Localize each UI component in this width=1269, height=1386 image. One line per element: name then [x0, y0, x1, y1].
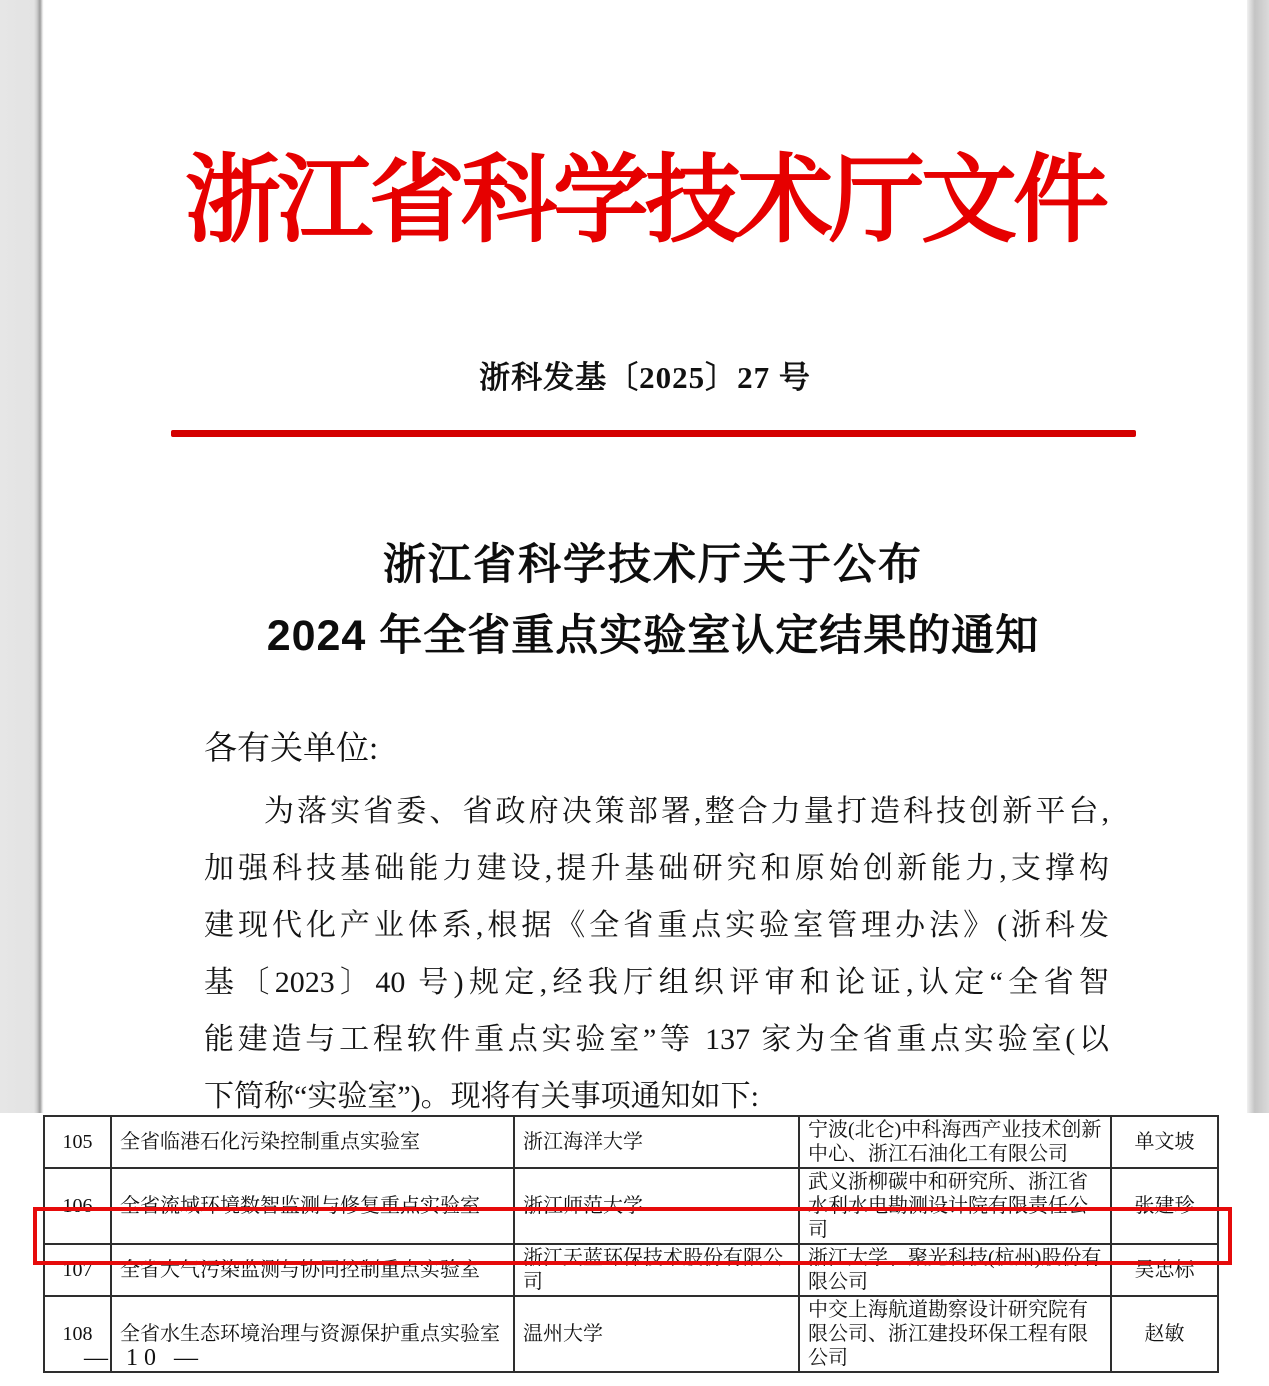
scan-left-margin: [0, 0, 44, 1113]
table-row-highlighted: [44, 1244, 1218, 1296]
lab-name-cell: 全省流域环境数智监测与修复重点实验室: [111, 1168, 514, 1244]
institution-cell: 浙江海洋大学: [514, 1116, 799, 1168]
director-cell: 张建珍: [1111, 1168, 1218, 1244]
row-number-cell: 107: [44, 1244, 111, 1296]
notice-title-line2: 2024 年全省重点实验室认定结果的通知: [266, 612, 1040, 660]
red-divider-line: [171, 430, 1136, 437]
row-number-cell: 105: [44, 1116, 111, 1168]
table-strip: [0, 1113, 1269, 1386]
table-row: [44, 1296, 1218, 1372]
document-number: 浙科发基〔2025〕27 号: [479, 360, 811, 395]
body-line: 建现代化产业体系,根据《全省重点实验室管理办法》(浙科发: [204, 909, 1109, 942]
lab-name-cell: 全省临港石化污染控制重点实验室: [111, 1116, 514, 1168]
body-line: 加强科技基础能力建设,提升基础研究和原始创新能力,支撑构: [204, 852, 1109, 885]
partners-cell: 浙江大学、聚光科技(杭州)股份有限公司: [799, 1244, 1111, 1296]
lab-name-cell: 全省大气污染监测与协同控制重点实验室: [111, 1244, 514, 1296]
partners-cell: 武义浙柳碳中和研究所、浙江省水利水电勘测设计院有限责任公司: [799, 1168, 1111, 1244]
partners-cell: 宁波(北仑)中科海西产业技术创新中心、浙江石油化工有限公司: [799, 1116, 1111, 1168]
director-cell: 赵敏: [1111, 1296, 1218, 1372]
salutation: 各有关单位:: [204, 731, 379, 767]
partners-cell: 中交上海航道勘察设计研究院有限公司、浙江建投环保工程有限公司: [799, 1296, 1111, 1372]
notice-title-line1: 浙江省科学技术厅关于公布: [383, 541, 923, 589]
laboratory-table: [43, 1115, 1219, 1373]
director-cell: 单文坡: [1111, 1116, 1218, 1168]
page-number: — 10 —: [84, 1345, 204, 1371]
body-line: 下简称“实验室”)。现将有关事项通知如下:: [204, 1080, 759, 1113]
institution-cell: 浙江师范大学: [514, 1168, 799, 1244]
table-row: [44, 1168, 1218, 1244]
institution-cell: 浙江天蓝环保技术股份有限公司: [514, 1244, 799, 1296]
body-line: 为落实省委、省政府决策部署,整合力量打造科技创新平台,: [264, 795, 1109, 828]
body-line: 能建造与工程软件重点实验室”等 137 家为全省重点实验室(以: [204, 1023, 1109, 1056]
body-line: 基〔2023〕40 号)规定,经我厅组织评审和论证,认定“全省智: [204, 966, 1109, 999]
body-paragraph: [204, 786, 1109, 1128]
letterhead-title: 浙江省科学技术厅文件: [185, 147, 1105, 254]
lab-name-cell: 全省水生态环境治理与资源保护重点实验室: [111, 1296, 514, 1372]
row-number-cell: 108: [44, 1296, 111, 1372]
director-cell: 吴忠标: [1111, 1244, 1218, 1296]
row-number-cell: 106: [44, 1168, 111, 1244]
institution-cell: 温州大学: [514, 1296, 799, 1372]
table-row: [44, 1116, 1218, 1168]
